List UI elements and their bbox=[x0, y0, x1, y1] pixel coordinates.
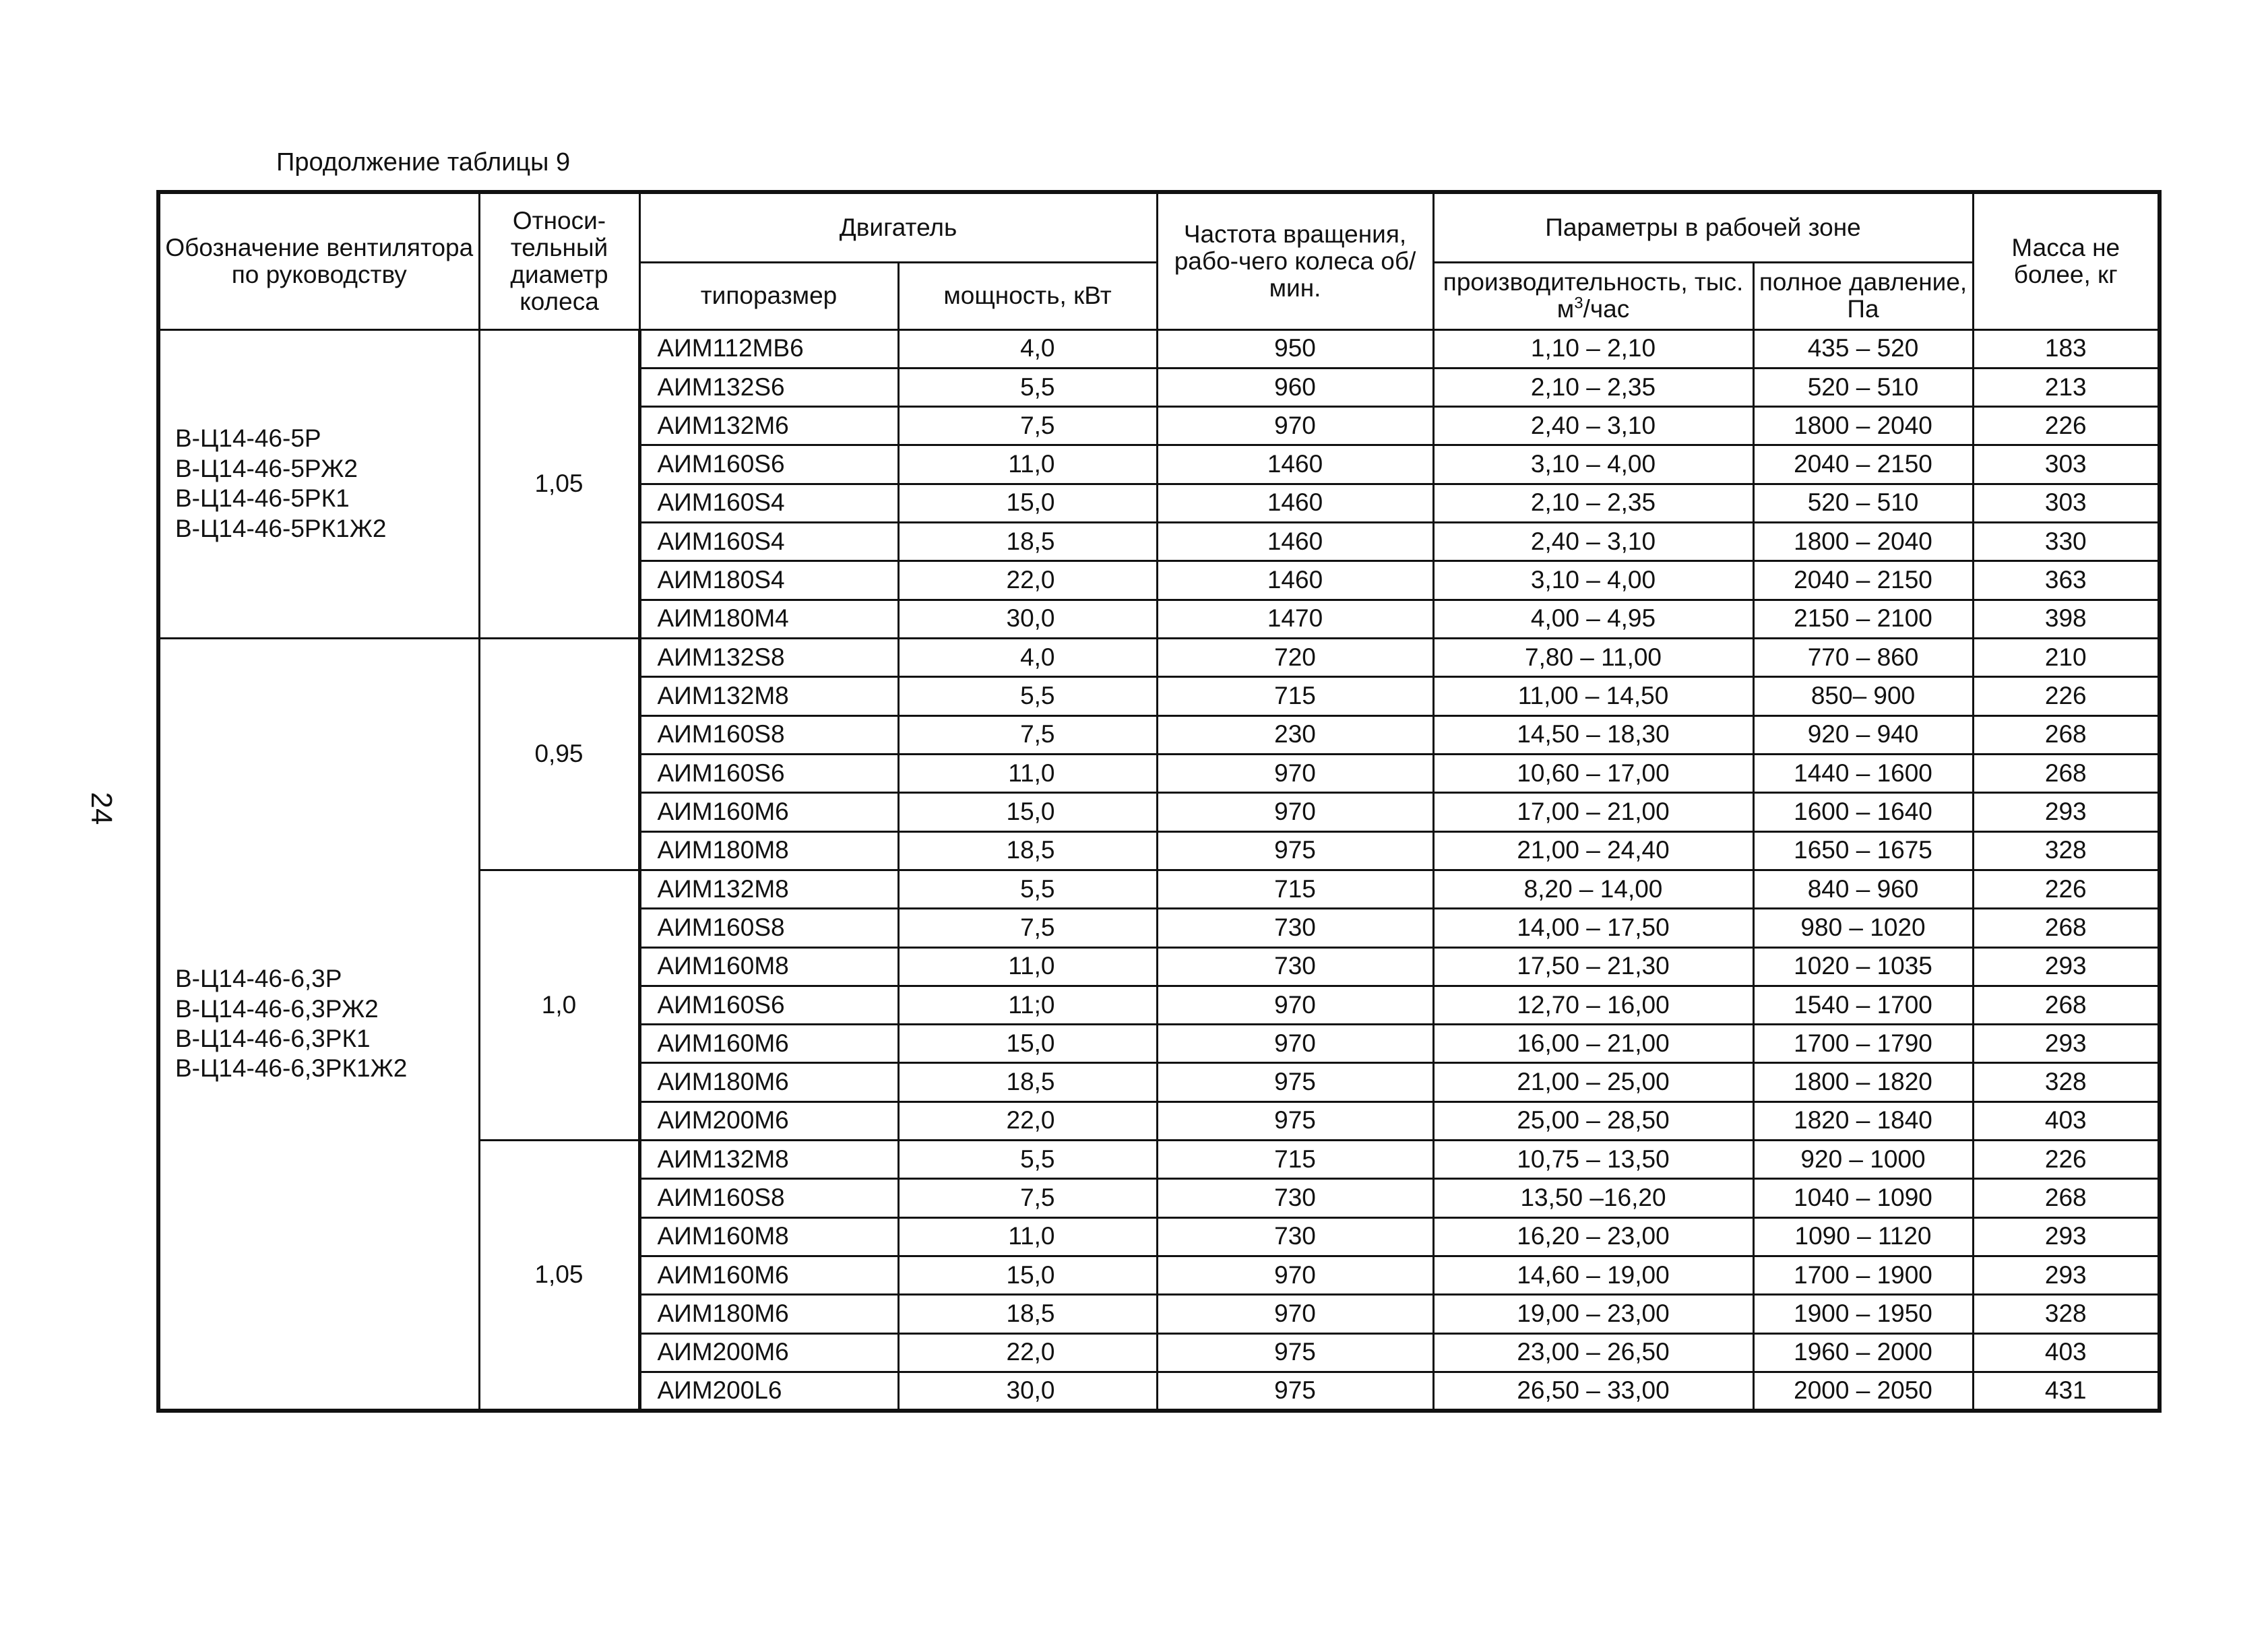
pressure-cell: 1020 – 1035 bbox=[1753, 947, 1973, 986]
mass-cell: 403 bbox=[1973, 1333, 2160, 1372]
motor-type-cell: АИМ180М4 bbox=[639, 600, 898, 638]
capacity-cell: 17,50 – 21,30 bbox=[1433, 947, 1753, 986]
pressure-cell: 980 – 1020 bbox=[1753, 909, 1973, 947]
relative-diameter-cell: 1,0 bbox=[479, 870, 639, 1140]
motor-type-cell: АИМ160М8 bbox=[639, 1217, 898, 1256]
motor-type-cell: АИМ132S8 bbox=[639, 639, 898, 677]
motor-power-cell: 15,0 bbox=[898, 793, 1157, 831]
motor-power-cell: 4,0 bbox=[898, 329, 1157, 368]
capacity-cell: 14,50 – 18,30 bbox=[1433, 715, 1753, 754]
capacity-cell: 3,10 – 4,00 bbox=[1433, 445, 1753, 484]
pressure-cell: 920 – 940 bbox=[1753, 715, 1973, 754]
relative-diameter-cell: 1,05 bbox=[479, 1141, 639, 1411]
motor-type-cell: АИМ132М8 bbox=[639, 870, 898, 908]
mass-cell: 293 bbox=[1973, 1256, 2160, 1295]
speed-cell: 970 bbox=[1157, 407, 1433, 445]
pressure-cell: 1700 – 1790 bbox=[1753, 1025, 1973, 1063]
header-work-params: Параметры в рабочей зоне bbox=[1433, 192, 1973, 262]
designation-line: В-Ц14-46-5РК1 bbox=[175, 484, 350, 513]
mass-cell: 293 bbox=[1973, 793, 2160, 831]
motor-power-cell: 7,5 bbox=[898, 407, 1157, 445]
capacity-cell: 17,00 – 21,00 bbox=[1433, 793, 1753, 831]
motor-power-cell: 22,0 bbox=[898, 1333, 1157, 1372]
header-capacity-suffix: /час bbox=[1583, 295, 1630, 323]
speed-cell: 1460 bbox=[1157, 523, 1433, 561]
motor-power-cell: 7,5 bbox=[898, 909, 1157, 947]
header-capacity-prefix: производительность, тыс. м bbox=[1443, 268, 1744, 323]
speed-cell: 715 bbox=[1157, 677, 1433, 715]
motor-power-cell: 5,5 bbox=[898, 1141, 1157, 1179]
motor-power-cell: 11,0 bbox=[898, 754, 1157, 792]
motor-type-cell: АИМ132М8 bbox=[639, 677, 898, 715]
pressure-cell: 520 – 510 bbox=[1753, 368, 1973, 406]
pressure-cell: 1440 – 1600 bbox=[1753, 754, 1973, 792]
header-relative-diameter: Относи-тельный диаметр колеса bbox=[479, 192, 639, 329]
pressure-cell: 2040 – 2150 bbox=[1753, 561, 1973, 600]
mass-cell: 431 bbox=[1973, 1372, 2160, 1411]
motor-power-cell: 22,0 bbox=[898, 561, 1157, 600]
capacity-cell: 14,60 – 19,00 bbox=[1433, 1256, 1753, 1295]
pressure-cell: 2040 – 2150 bbox=[1753, 445, 1973, 484]
speed-cell: 1460 bbox=[1157, 561, 1433, 600]
motor-type-cell: АИМ180М8 bbox=[639, 831, 898, 870]
motor-type-cell: АИМ160S8 bbox=[639, 1179, 898, 1217]
header-speed: Частота вращения, рабо-чего колеса об/мин. bbox=[1157, 192, 1433, 329]
capacity-cell: 21,00 – 25,00 bbox=[1433, 1063, 1753, 1101]
speed-cell: 730 bbox=[1157, 1179, 1433, 1217]
designation-line: В-Ц14-46-6,3РЖ2 bbox=[175, 994, 379, 1023]
mass-cell: 328 bbox=[1973, 831, 2160, 870]
capacity-cell: 2,40 – 3,10 bbox=[1433, 523, 1753, 561]
speed-cell: 950 bbox=[1157, 329, 1433, 368]
table-body bbox=[158, 329, 2160, 1411]
motor-type-cell: АИМ132М8 bbox=[639, 1141, 898, 1179]
motor-type-cell: АИМ180М6 bbox=[639, 1063, 898, 1101]
capacity-cell: 16,20 – 23,00 bbox=[1433, 1217, 1753, 1256]
mass-cell: 403 bbox=[1973, 1101, 2160, 1140]
motor-type-cell: АИМ200L6 bbox=[639, 1372, 898, 1411]
mass-cell: 268 bbox=[1973, 715, 2160, 754]
designation-line: В-Ц14-46-6,3РК1 bbox=[175, 1025, 371, 1052]
speed-cell: 730 bbox=[1157, 1217, 1433, 1256]
capacity-cell: 25,00 – 28,50 bbox=[1433, 1101, 1753, 1140]
capacity-cell: 1,10 – 2,10 bbox=[1433, 329, 1753, 368]
pressure-cell: 1600 – 1640 bbox=[1753, 793, 1973, 831]
speed-cell: 970 bbox=[1157, 1025, 1433, 1063]
motor-power-cell: 11,0 bbox=[898, 445, 1157, 484]
motor-power-cell: 11;0 bbox=[898, 986, 1157, 1024]
mass-cell: 293 bbox=[1973, 1025, 2160, 1063]
mass-cell: 210 bbox=[1973, 639, 2160, 677]
motor-power-cell: 18,5 bbox=[898, 1063, 1157, 1101]
motor-type-cell: АИМ160S6 bbox=[639, 445, 898, 484]
pressure-cell: 1900 – 1950 bbox=[1753, 1295, 1973, 1333]
relative-diameter-cell: 1,05 bbox=[479, 329, 639, 639]
mass-cell: 213 bbox=[1973, 368, 2160, 406]
mass-cell: 398 bbox=[1973, 600, 2160, 638]
motor-power-cell: 5,5 bbox=[898, 677, 1157, 715]
speed-cell: 970 bbox=[1157, 793, 1433, 831]
pressure-cell: 1650 – 1675 bbox=[1753, 831, 1973, 870]
motor-power-cell: 4,0 bbox=[898, 639, 1157, 677]
speed-cell: 975 bbox=[1157, 1101, 1433, 1140]
speed-cell: 730 bbox=[1157, 909, 1433, 947]
motor-type-cell: АИМ160S8 bbox=[639, 715, 898, 754]
motor-power-cell: 11,0 bbox=[898, 1217, 1157, 1256]
capacity-cell: 14,00 – 17,50 bbox=[1433, 909, 1753, 947]
pressure-cell: 1960 – 2000 bbox=[1753, 1333, 1973, 1372]
mass-cell: 293 bbox=[1973, 947, 2160, 986]
motor-power-cell: 30,0 bbox=[898, 1372, 1157, 1411]
speed-cell: 970 bbox=[1157, 754, 1433, 792]
header-capacity-sup: 3 bbox=[1574, 294, 1583, 313]
pressure-cell: 2000 – 2050 bbox=[1753, 1372, 1973, 1411]
capacity-cell: 26,50 – 33,00 bbox=[1433, 1372, 1753, 1411]
mass-cell: 293 bbox=[1973, 1217, 2160, 1256]
designation-line: В-Ц14-46-6,3Р bbox=[175, 965, 342, 993]
motor-power-cell: 15,0 bbox=[898, 484, 1157, 522]
pressure-cell: 1800 – 2040 bbox=[1753, 523, 1973, 561]
motor-type-cell: АИМ160М6 bbox=[639, 793, 898, 831]
mass-cell: 328 bbox=[1973, 1295, 2160, 1333]
header-motor-power: мощность, кВт bbox=[898, 262, 1157, 329]
designation-cell bbox=[158, 639, 479, 1411]
motor-type-cell: АИМ112МВ6 bbox=[639, 329, 898, 368]
designation-line: В-Ц14-46-6,3РК1Ж2 bbox=[175, 1054, 408, 1083]
motor-type-cell: АИМ200М6 bbox=[639, 1333, 898, 1372]
motor-power-cell: 11,0 bbox=[898, 947, 1157, 986]
speed-cell: 715 bbox=[1157, 1141, 1433, 1179]
mass-cell: 328 bbox=[1973, 1063, 2160, 1101]
pressure-cell: 520 – 510 bbox=[1753, 484, 1973, 522]
capacity-cell: 19,00 – 23,00 bbox=[1433, 1295, 1753, 1333]
mass-cell: 226 bbox=[1973, 407, 2160, 445]
header-motor: Двигатель bbox=[639, 192, 1157, 262]
speed-cell: 720 bbox=[1157, 639, 1433, 677]
motor-type-cell: АИМ160S4 bbox=[639, 484, 898, 522]
mass-cell: 268 bbox=[1973, 1179, 2160, 1217]
header-motor-type: типоразмер bbox=[639, 262, 898, 329]
speed-cell: 975 bbox=[1157, 1333, 1433, 1372]
speed-cell: 970 bbox=[1157, 1256, 1433, 1295]
mass-cell: 268 bbox=[1973, 986, 2160, 1024]
motor-type-cell: АИМ160М6 bbox=[639, 1256, 898, 1295]
capacity-cell: 13,50 –16,20 bbox=[1433, 1179, 1753, 1217]
header-designation: Обозначение вентилятора по руководству bbox=[158, 192, 479, 329]
pressure-cell: 920 – 1000 bbox=[1753, 1141, 1973, 1179]
designation-line: В-Ц14-46-5РК1Ж2 bbox=[175, 514, 387, 542]
header-mass: Масса не более, кг bbox=[1973, 192, 2160, 329]
pressure-cell: 1820 – 1840 bbox=[1753, 1101, 1973, 1140]
motor-power-cell: 18,5 bbox=[898, 523, 1157, 561]
motor-type-cell: АИМ180М6 bbox=[639, 1295, 898, 1333]
motor-power-cell: 18,5 bbox=[898, 831, 1157, 870]
speed-cell: 1460 bbox=[1157, 445, 1433, 484]
table-header bbox=[158, 192, 2160, 329]
table-row bbox=[158, 329, 2160, 368]
capacity-cell: 2,40 – 3,10 bbox=[1433, 407, 1753, 445]
mass-cell: 226 bbox=[1973, 1141, 2160, 1179]
pressure-cell: 1040 – 1090 bbox=[1753, 1179, 1973, 1217]
capacity-cell: 10,75 – 13,50 bbox=[1433, 1141, 1753, 1179]
pressure-cell: 850– 900 bbox=[1753, 677, 1973, 715]
capacity-cell: 16,00 – 21,00 bbox=[1433, 1025, 1753, 1063]
pressure-cell: 840 – 960 bbox=[1753, 870, 1973, 908]
motor-type-cell: АИМ200М6 bbox=[639, 1101, 898, 1140]
speed-cell: 970 bbox=[1157, 986, 1433, 1024]
motor-power-cell: 18,5 bbox=[898, 1295, 1157, 1333]
capacity-cell: 2,10 – 2,35 bbox=[1433, 368, 1753, 406]
mass-cell: 303 bbox=[1973, 484, 2160, 522]
capacity-cell: 12,70 – 16,00 bbox=[1433, 986, 1753, 1024]
motor-type-cell: АИМ132М6 bbox=[639, 407, 898, 445]
designation-cell bbox=[158, 329, 479, 639]
speed-cell: 975 bbox=[1157, 1063, 1433, 1101]
capacity-cell: 7,80 – 11,00 bbox=[1433, 639, 1753, 677]
capacity-cell: 11,00 – 14,50 bbox=[1433, 677, 1753, 715]
designation-line: В-Ц14-46-5Р bbox=[175, 424, 321, 453]
table-caption: Продолжение таблицы 9 bbox=[276, 148, 571, 177]
pressure-cell: 1800 – 1820 bbox=[1753, 1063, 1973, 1101]
fan-spec-table bbox=[156, 190, 2162, 1413]
motor-power-cell: 7,5 bbox=[898, 715, 1157, 754]
speed-cell: 1470 bbox=[1157, 600, 1433, 638]
pressure-cell: 1540 – 1700 bbox=[1753, 986, 1973, 1024]
motor-type-cell: АИМ180S4 bbox=[639, 561, 898, 600]
relative-diameter-cell: 0,95 bbox=[479, 639, 639, 870]
pressure-cell: 1800 – 2040 bbox=[1753, 407, 1973, 445]
speed-cell: 975 bbox=[1157, 1372, 1433, 1411]
header-capacity bbox=[1433, 262, 1753, 329]
pressure-cell: 435 – 520 bbox=[1753, 329, 1973, 368]
mass-cell: 268 bbox=[1973, 754, 2160, 792]
capacity-cell: 8,20 – 14,00 bbox=[1433, 870, 1753, 908]
mass-cell: 226 bbox=[1973, 677, 2160, 715]
pressure-cell: 2150 – 2100 bbox=[1753, 600, 1973, 638]
speed-cell: 970 bbox=[1157, 1295, 1433, 1333]
mass-cell: 303 bbox=[1973, 445, 2160, 484]
motor-power-cell: 15,0 bbox=[898, 1256, 1157, 1295]
motor-type-cell: АИМ160S6 bbox=[639, 986, 898, 1024]
capacity-cell: 3,10 – 4,00 bbox=[1433, 561, 1753, 600]
mass-cell: 268 bbox=[1973, 909, 2160, 947]
motor-power-cell: 15,0 bbox=[898, 1025, 1157, 1063]
pressure-cell: 770 – 860 bbox=[1753, 639, 1973, 677]
mass-cell: 363 bbox=[1973, 561, 2160, 600]
mass-cell: 226 bbox=[1973, 870, 2160, 908]
motor-type-cell: АИМ160М8 bbox=[639, 947, 898, 986]
page-number: 24 bbox=[85, 792, 118, 825]
motor-type-cell: АИМ160S6 bbox=[639, 754, 898, 792]
speed-cell: 715 bbox=[1157, 870, 1433, 908]
motor-type-cell: АИМ160М6 bbox=[639, 1025, 898, 1063]
capacity-cell: 10,60 – 17,00 bbox=[1433, 754, 1753, 792]
motor-type-cell: АИМ160S8 bbox=[639, 909, 898, 947]
motor-power-cell: 7,5 bbox=[898, 1179, 1157, 1217]
motor-type-cell: АИМ160S4 bbox=[639, 523, 898, 561]
motor-power-cell: 5,5 bbox=[898, 870, 1157, 908]
capacity-cell: 21,00 – 24,40 bbox=[1433, 831, 1753, 870]
capacity-cell: 4,00 – 4,95 bbox=[1433, 600, 1753, 638]
speed-cell: 975 bbox=[1157, 831, 1433, 870]
motor-power-cell: 30,0 bbox=[898, 600, 1157, 638]
header-pressure: полное давление, Па bbox=[1753, 262, 1973, 329]
designation-line: В-Ц14-46-5РЖ2 bbox=[175, 454, 358, 482]
speed-cell: 730 bbox=[1157, 947, 1433, 986]
motor-power-cell: 22,0 bbox=[898, 1101, 1157, 1140]
mass-cell: 330 bbox=[1973, 523, 2160, 561]
capacity-cell: 23,00 – 26,50 bbox=[1433, 1333, 1753, 1372]
speed-cell: 960 bbox=[1157, 368, 1433, 406]
pressure-cell: 1700 – 1900 bbox=[1753, 1256, 1973, 1295]
capacity-cell: 2,10 – 2,35 bbox=[1433, 484, 1753, 522]
mass-cell: 183 bbox=[1973, 329, 2160, 368]
table-row bbox=[158, 639, 2160, 677]
motor-type-cell: АИМ132S6 bbox=[639, 368, 898, 406]
speed-cell: 230 bbox=[1157, 715, 1433, 754]
speed-cell: 1460 bbox=[1157, 484, 1433, 522]
pressure-cell: 1090 – 1120 bbox=[1753, 1217, 1973, 1256]
motor-power-cell: 5,5 bbox=[898, 368, 1157, 406]
